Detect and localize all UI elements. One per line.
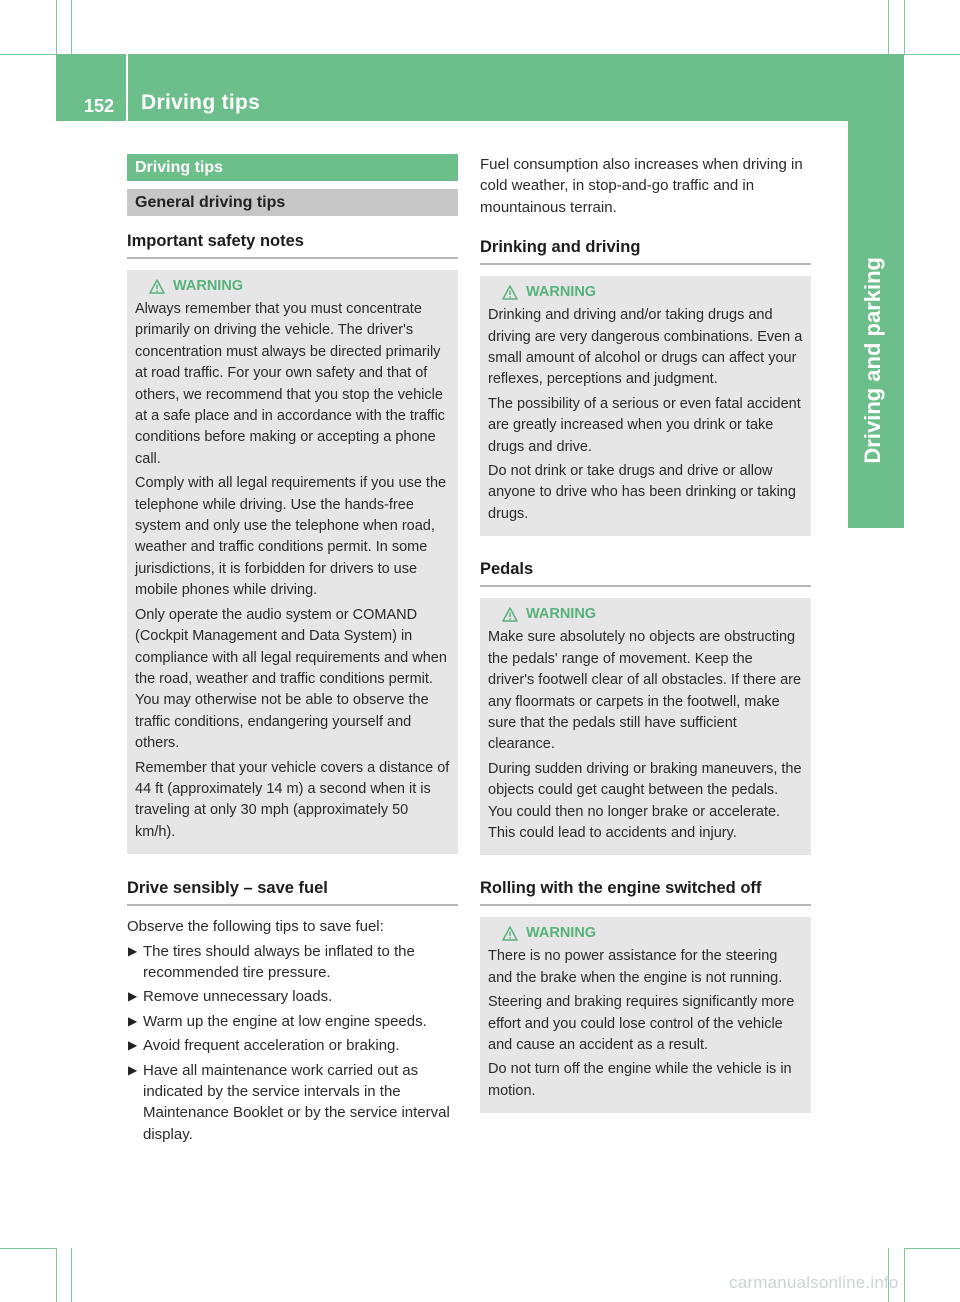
crop-mark [904, 1248, 905, 1302]
header-divider [126, 54, 128, 121]
crop-mark [56, 0, 57, 54]
arrow-right-icon: ▶ [128, 1013, 138, 1028]
list-item: ▶ Avoid frequent acceleration or braking. [127, 1035, 458, 1056]
crop-mark [56, 1248, 57, 1302]
side-tab-label: Driving and parking [860, 257, 885, 464]
warning-paragraph: The possibility of a serious or even fatal accident are greatly increased when you drink or take drugs and drive. [488, 395, 801, 455]
warning-header [488, 605, 803, 623]
crop-mark [904, 0, 905, 54]
warning-label: WARNING [526, 606, 597, 623]
warning-paragraph: Do not drink or take drugs and drive or allow anyone to drive who has been drinking or taking drugs. [488, 463, 796, 522]
side-tab [848, 121, 904, 528]
warning-paragraph: There is no power assistance for the steering and the brake when the engine is not running. [488, 948, 783, 986]
section-bar: Driving tips [127, 154, 458, 181]
arrow-right-icon: ▶ [128, 943, 138, 958]
warning-label: WARNING [173, 278, 244, 294]
warning-paragraph: Comply with all legal requirements if you use the telephone while driving. Use the hands-free system and only use the telephone when road, weather and traffic conditions permit. In some jurisdictions, it is forbidden for drivers to use mobile phones while driving. [135, 475, 447, 599]
crop-mark [0, 54, 56, 55]
list-item: ▶ Have all maintenance work carried out as indicated by the service intervals in the Maintenance Booklet or by the service interval display. [128, 1061, 450, 1143]
crop-mark [71, 0, 72, 54]
warning-paragraph: Steering and braking requires significantly more effort and you could lose control of the vehicle and cause an accident as a result. [488, 994, 795, 1053]
heading-rolling: Rolling with the engine switched off [480, 879, 811, 906]
left-column [127, 154, 458, 1145]
warning-header [488, 283, 803, 301]
warning-paragraph: Drinking and driving and/or taking drugs and driving are very dangerous combinations. Even a small amount of alcohol or drugs can affect your reflexes, perceptions and judgment. [488, 307, 803, 388]
running-title: Driving tips [141, 91, 261, 114]
warning-triangle-icon [502, 607, 518, 622]
crop-mark [904, 54, 960, 55]
warning-box-rolling [480, 917, 811, 1113]
sub-section-bar: General driving tips [127, 189, 458, 216]
warning-triangle-icon [149, 279, 165, 294]
crop-mark [904, 1248, 960, 1249]
warning-paragraph: Always remember that you must concentrate primarily on driving the vehicle. The driver's concentration must always be directed primarily at road traffic. For your own safety and that of others, we recommend that you stop the vehicle at a safe place and in accordance with the traffic conditions before making or accepting a phone call. [135, 301, 446, 467]
warning-label: WARNING [526, 925, 597, 942]
right-column [480, 154, 811, 1113]
warning-header [488, 924, 803, 942]
list-item: ▶ The tires should always be inflated to the recommended tire pressure. [128, 942, 415, 981]
heading-save-fuel: Drive sensibly – save fuel [127, 879, 458, 906]
page-number: 152 [84, 96, 115, 116]
heading-pedals: Pedals [480, 560, 811, 587]
warning-label: WARNING [526, 284, 597, 301]
warning-paragraph: During sudden driving or braking maneuvers, the objects could get caught between the pedals. You could then no longer brake or accelerate. This could lead to accidents and injury. [488, 760, 802, 841]
heading-safety-notes: Important safety notes [127, 232, 458, 259]
warning-box-safety [127, 270, 458, 854]
warning-paragraph: Make sure absolutely no objects are obstructing the pedals' range of movement. Keep the driver's footwell clear of all obstacles. If there are any floormats or carpets in the footwell, make sure that the pedals still have sufficient clearance. [488, 629, 802, 753]
warning-box-pedals [480, 598, 811, 855]
arrow-right-icon: ▶ [128, 989, 138, 1004]
crop-mark [0, 1248, 56, 1249]
fuel-consumption-intro: Fuel consumption also increases when driving in cold weather, in stop-and-go traffic and in mountainous terrain. [480, 156, 803, 216]
warning-paragraph: Do not turn off the engine while the vehicle is in motion. [488, 1061, 792, 1099]
list-item: ▶ Remove unnecessary loads. [127, 986, 458, 1007]
watermark: carmanualsonline.info [729, 1273, 899, 1292]
warning-triangle-icon [502, 926, 518, 941]
crop-mark [71, 1248, 72, 1302]
warning-paragraph: Only operate the audio system or COMAND (Cockpit Management and Data System) in compliance with all legal requirements and when the road, weather and traffic conditions permit. You may otherwise not be able to observe the traffic conditions, endangering yourself and others. [135, 606, 447, 752]
list-item: ▶ Warm up the engine at low engine speeds. [127, 1011, 458, 1032]
arrow-right-icon: ▶ [128, 1038, 138, 1053]
warning-paragraph: Remember that your vehicle covers a distance of 44 ft (approximately 14 m) a second when it is traveling at only 30 mph (approximately 50 km/h). [135, 759, 450, 840]
warning-header [135, 277, 450, 295]
arrow-right-icon: ▶ [128, 1062, 138, 1077]
heading-drinking: Drinking and driving [480, 238, 811, 265]
warning-box-drinking [480, 276, 811, 536]
fuel-intro: Observe the following tips to save fuel: [127, 918, 384, 936]
warning-triangle-icon [502, 285, 518, 300]
crop-mark [888, 0, 889, 54]
